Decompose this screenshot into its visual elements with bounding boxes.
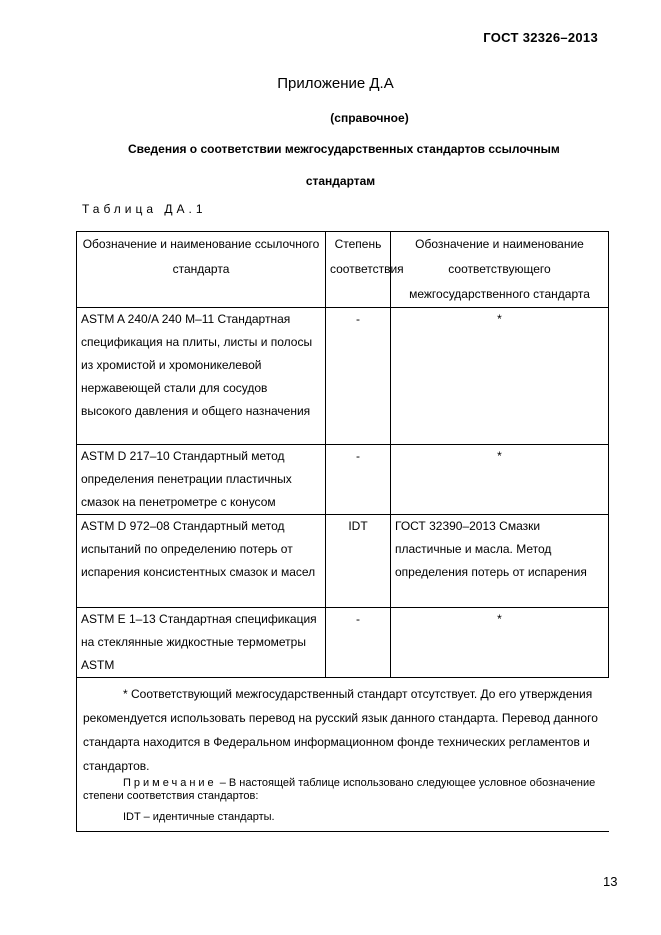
cell-degree: - xyxy=(326,445,391,515)
note-label: Примечание xyxy=(123,777,217,789)
cell-degree: - xyxy=(326,608,391,678)
table-note xyxy=(83,777,607,803)
cell-degree: - xyxy=(326,308,391,445)
table-row xyxy=(77,445,609,515)
footnote-text: * Соответствующий межгосударственный стандарт отсутствует. До его утверждения рекомендуется использовать перевод на русский язык данного стандарта. Перевод данного стандарта находится в Федеральном информационном фонде технических регламентов и стандартов. xyxy=(83,687,598,773)
appendix-caption-line2: стандартам xyxy=(305,174,376,188)
cell-degree: IDT xyxy=(326,515,391,608)
header-degree: Степень соответствия xyxy=(326,232,391,308)
appendix-title: Приложение Д.А xyxy=(277,75,394,92)
table-row xyxy=(77,515,609,608)
cell-interstate: * xyxy=(391,308,609,445)
table-header-row xyxy=(77,232,609,308)
note-idt-definition: IDT – идентичные стандарты. xyxy=(123,811,275,823)
cell-interstate: * xyxy=(391,445,609,515)
document-code: ГОСТ 32326–2013 xyxy=(483,30,598,45)
page-number: 13 xyxy=(603,874,618,889)
appendix-status: (справочное) xyxy=(330,111,409,125)
correspondence-table xyxy=(76,231,609,678)
table-row xyxy=(77,608,609,678)
cell-interstate: ГОСТ 32390–2013 Смазки пластичные и масла. Метод определения потерь от испарения xyxy=(391,515,609,608)
appendix-caption-line1: Сведения о соответствии межгосударственных стандартов ссылочным xyxy=(128,142,560,156)
cell-ref: ASTM A 240/A 240 M–11 Стандартная спецификация на плиты, листы и полосы из хромистой и хромоникелевой нержавеющей стали для сосудов высокого давления и общего назначения xyxy=(77,308,326,445)
table-footnote-block xyxy=(76,676,609,832)
cell-ref: ASTM D 972–08 Стандартный метод испытаний по определению потерь от испарения консистентных смазок и масел xyxy=(77,515,326,608)
note-text: – В настоящей таблице использовано следующее условное обозначение степени соответствия стандартов: xyxy=(83,777,596,802)
table-label: Таблица ДА.1 xyxy=(82,202,207,216)
cell-interstate: * xyxy=(391,608,609,678)
cell-ref: ASTM D 217–10 Стандартный метод определения пенетрации пластичных смазок на пенетрометре с конусом xyxy=(77,445,326,515)
header-ref-standard: Обозначение и наименование ссылочного стандарта xyxy=(77,232,326,308)
cell-ref: ASTM E 1–13 Стандартная спецификация на стеклянные жидкостные термометры ASTM xyxy=(77,608,326,678)
header-interstate-standard: Обозначение и наименование соответствующего межгосударственного стандарта xyxy=(391,232,609,308)
table-row xyxy=(77,308,609,445)
